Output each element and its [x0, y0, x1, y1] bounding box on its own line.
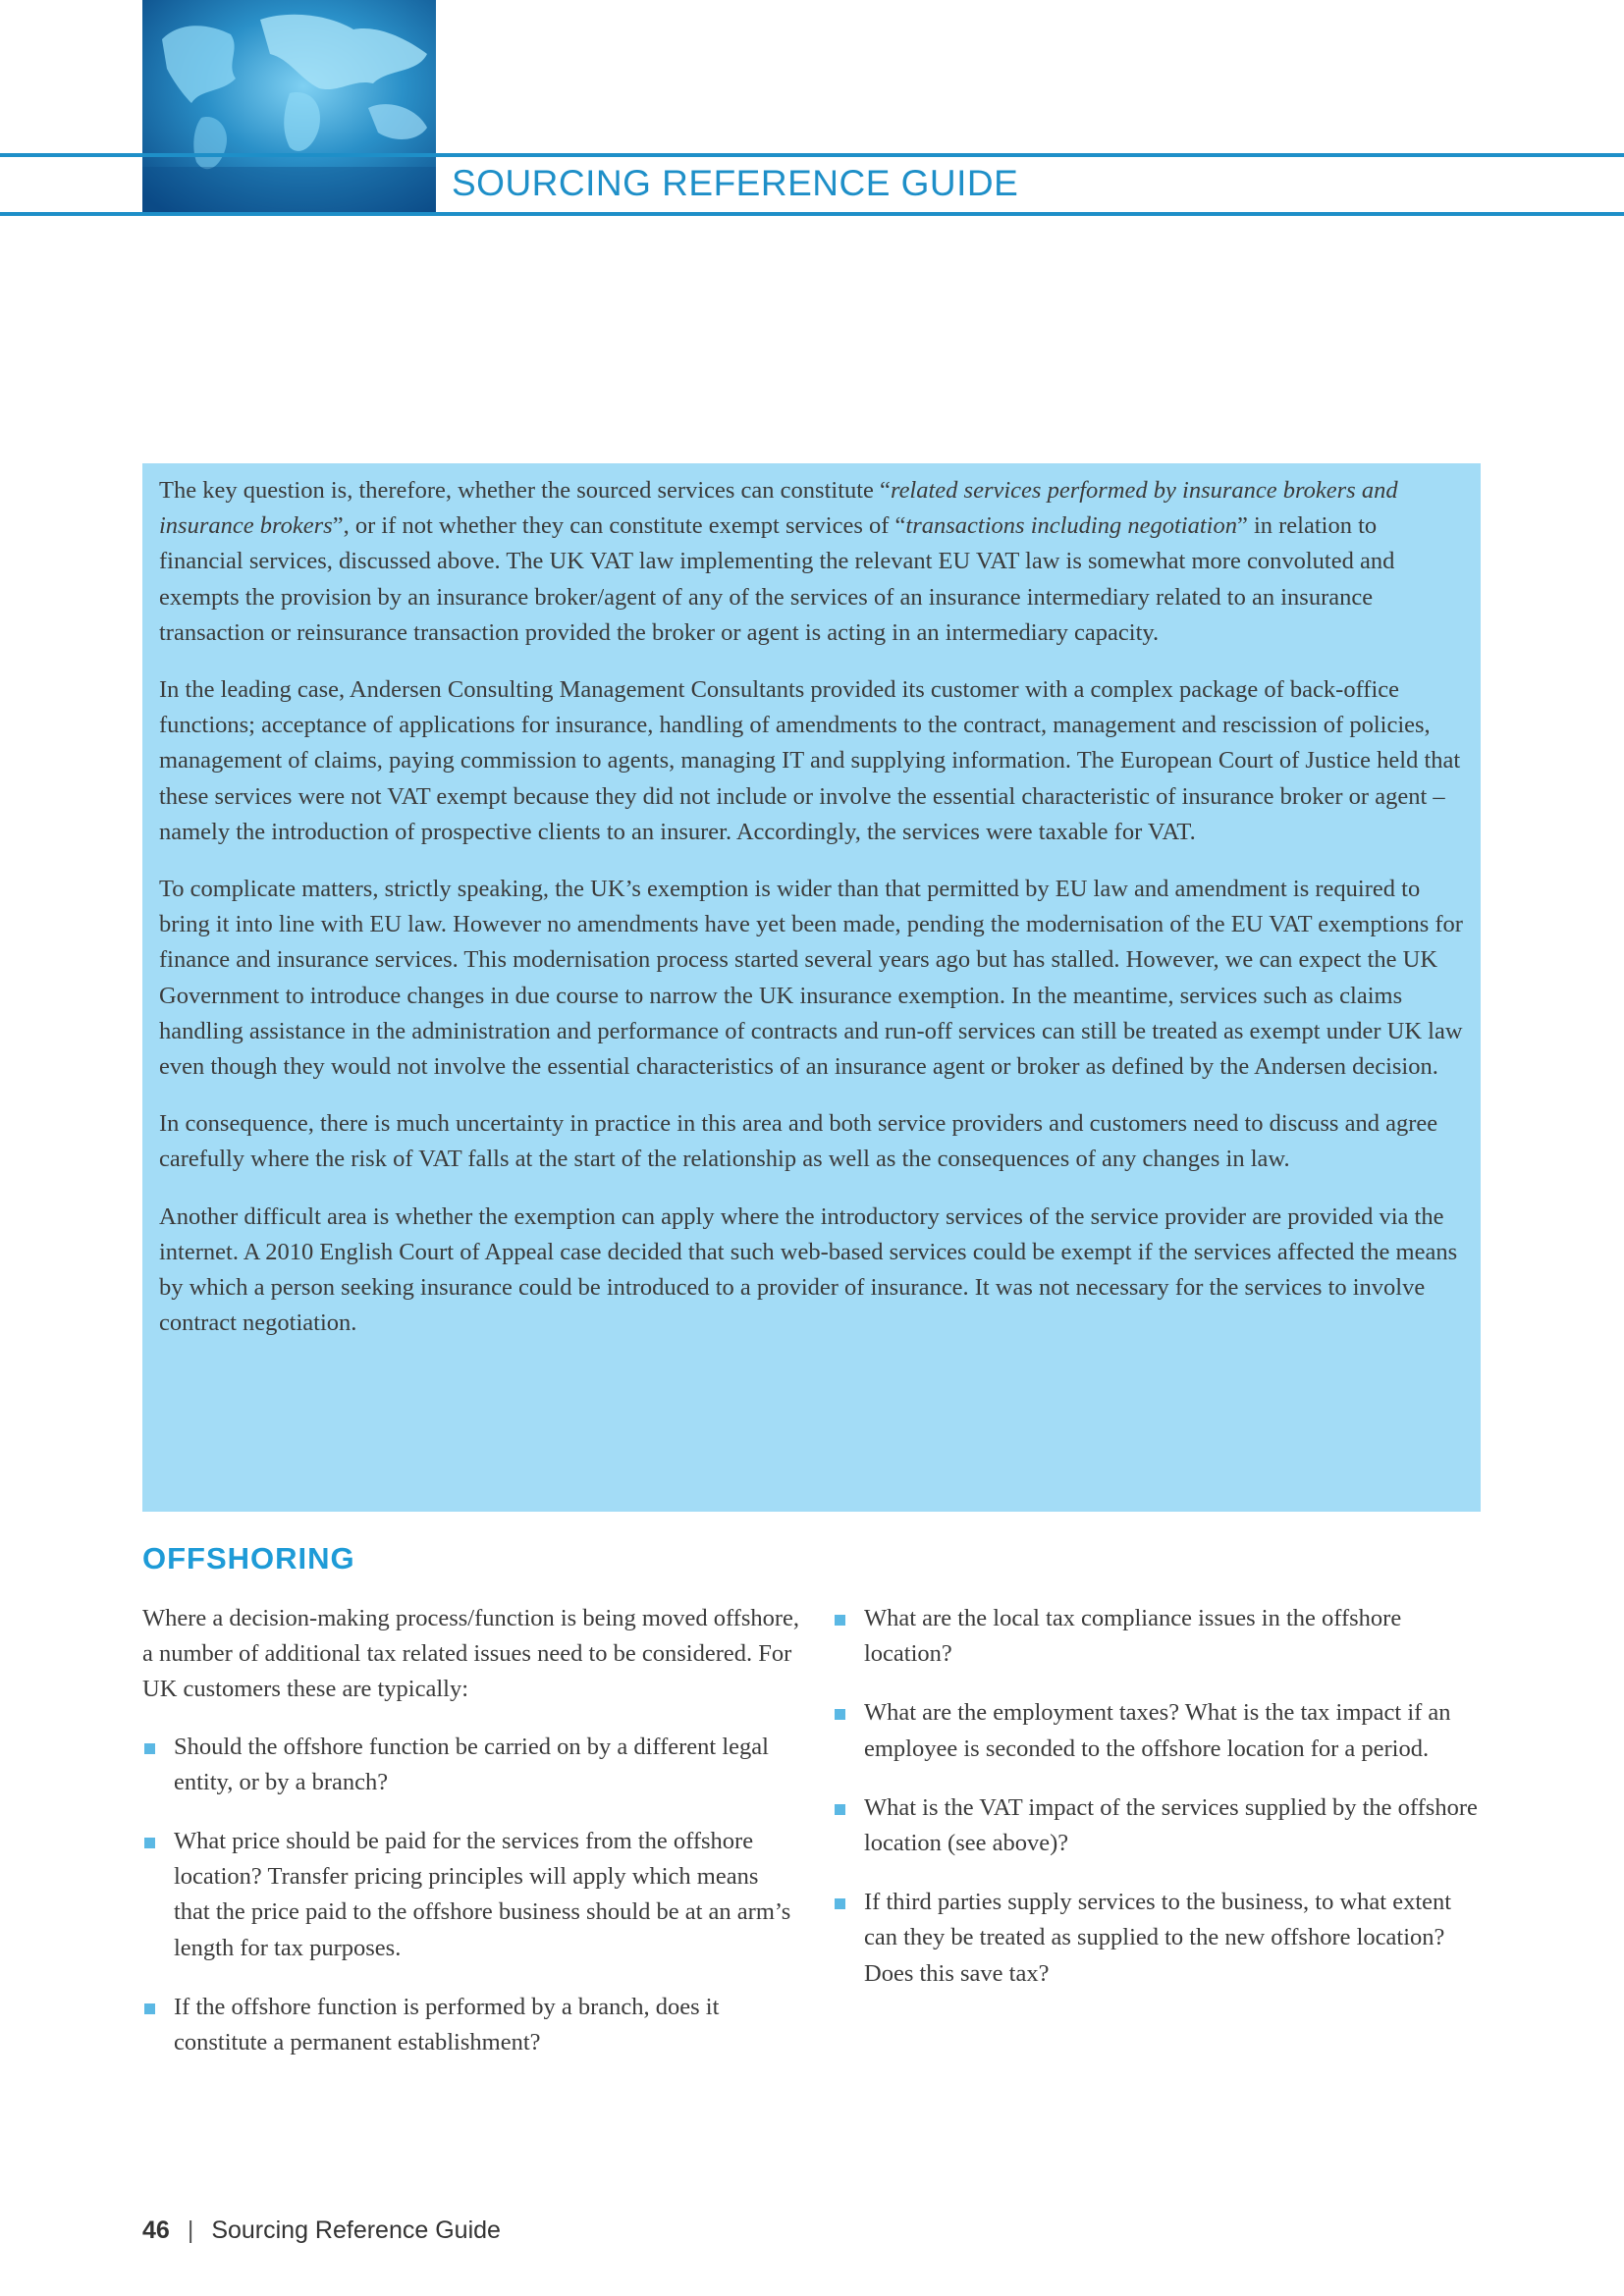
section-title-offshoring: OFFSHORING [142, 1541, 355, 1575]
bullet-square-icon [835, 1898, 845, 1909]
callout-paragraph: Another difficult area is whether the exemption can apply where the introductory services of the service provider are provided via the internet. A 2010 English Court of Appeal case decided that such web-based services could be exempt if the services affected the means by which a person seeking insurance could be introduced to a provider of insurance. It was not necessary for the services to involve contract negotiation. [159, 1202, 1458, 1337]
bullet-item: What is the VAT impact of the services supplied by the offshore location (see above)? [833, 1790, 1483, 1861]
offshoring-intro: Where a decision-making process/function is being moved offshore, a number of additional tax related issues need to be considered. For UK customers these are typically: [142, 1605, 800, 1703]
callout-paragraph: In the leading case, Andersen Consulting Management Consultants provided its customer with a complex package of back-office functions; acceptance of applications for insurance, handling of amendments to the contract, management and rescission of policies, management of claims, paying commission to agents, managing IT and supplying information. The European Court of Justice held that these services were not VAT exempt because they did not include or involve the essential characteristic of insurance broker or agent – namely the introduction of prospective clients to an insurer. Accordingly, the services were taxable for VAT. [159, 676, 1461, 845]
vat-callout-box [142, 463, 1481, 1512]
callout-paragraph: In consequence, there is much uncertainty in practice in this area and both service providers and customers need to discuss and agree carefully where the risk of VAT falls at the start of the relationship as well as the consequences of any changes in law. [159, 1110, 1438, 1173]
page-footer [142, 2216, 501, 2245]
bullet-square-icon [144, 1743, 155, 1754]
bullet-square-icon [144, 2003, 155, 2014]
world-map-icon [142, 0, 436, 216]
bullet-item: Should the offshore function be carried on by a different legal entity, or by a branch? [142, 1730, 800, 1800]
bullet-item: If third parties supply services to the business, to what extent can they be treated as supplied to the new offshore location? Does this save tax? [833, 1885, 1483, 1992]
bullet-item: What price should be paid for the services from the offshore location? Transfer pricing principles will apply which means that the price paid to the offshore business should be at an arm’s length for tax purposes. [142, 1824, 800, 1966]
offshoring-left-column [142, 1601, 800, 2084]
callout-paragraph: To complicate matters, strictly speaking, the UK’s exemption is wider than that permitted by EU law and amendment is required to bring it into line with EU law. However no amendments have yet been made, pending the modernisation of the EU VAT exemptions for finance and insurance services. This modernisation process started several years ago but has stalled. However, we can expect the UK Government to introduce changes in due course to narrow the UK insurance exemption. In the meantime, services such as claims handling assistance in the administration and performance of contracts and run-off services can still be treated as exempt under UK law even though they would not involve the essential characteristics of an insurance agent or broker as defined by the Andersen decision. [159, 876, 1463, 1081]
header-rule-bottom [0, 212, 1624, 216]
header-title: SOURCING REFERENCE GUIDE [452, 163, 1019, 203]
header-rule-top [0, 153, 1624, 157]
footer-title: Sourcing Reference Guide [211, 2216, 501, 2244]
bullet-square-icon [835, 1804, 845, 1815]
callout-quote: related services performed by insurance brokers and insurance brokers [159, 477, 1398, 540]
bullet-item: What are the local tax compliance issues in the offshore location? [833, 1601, 1483, 1672]
bullet-item: If the offshore function is performed by a branch, does it constitute a permanent establishment? [142, 1990, 800, 2060]
bullet-square-icon [835, 1709, 845, 1720]
callout-paragraph: The key question is, therefore, whether the sourced services can constitute “related services performed by insurance brokers and insurance brokers”, or if not whether they can constitute exempt services of “transactions including negotiation” in relation to financial services, discussed above. The UK VAT law implementing the relevant EU VAT law is somewhat more convoluted and exempts the provision by an insurance broker/agent of any of the services of an insurance intermediary related to an insurance transaction or reinsurance transaction provided the broker or agent is acting in an intermediary capacity. [159, 477, 1398, 646]
bullet-item: What are the employment taxes? What is the tax impact if an employee is seconded to the offshore location for a period. [833, 1695, 1483, 1766]
offshoring-right-column [833, 1601, 1483, 2015]
footer-separator: | [187, 2216, 194, 2244]
callout-quote: transactions including negotiation [905, 512, 1237, 540]
bullet-square-icon [144, 1838, 155, 1848]
bullet-square-icon [835, 1615, 845, 1626]
page-number: 46 [142, 2216, 170, 2244]
header-world-map-image [142, 0, 436, 216]
